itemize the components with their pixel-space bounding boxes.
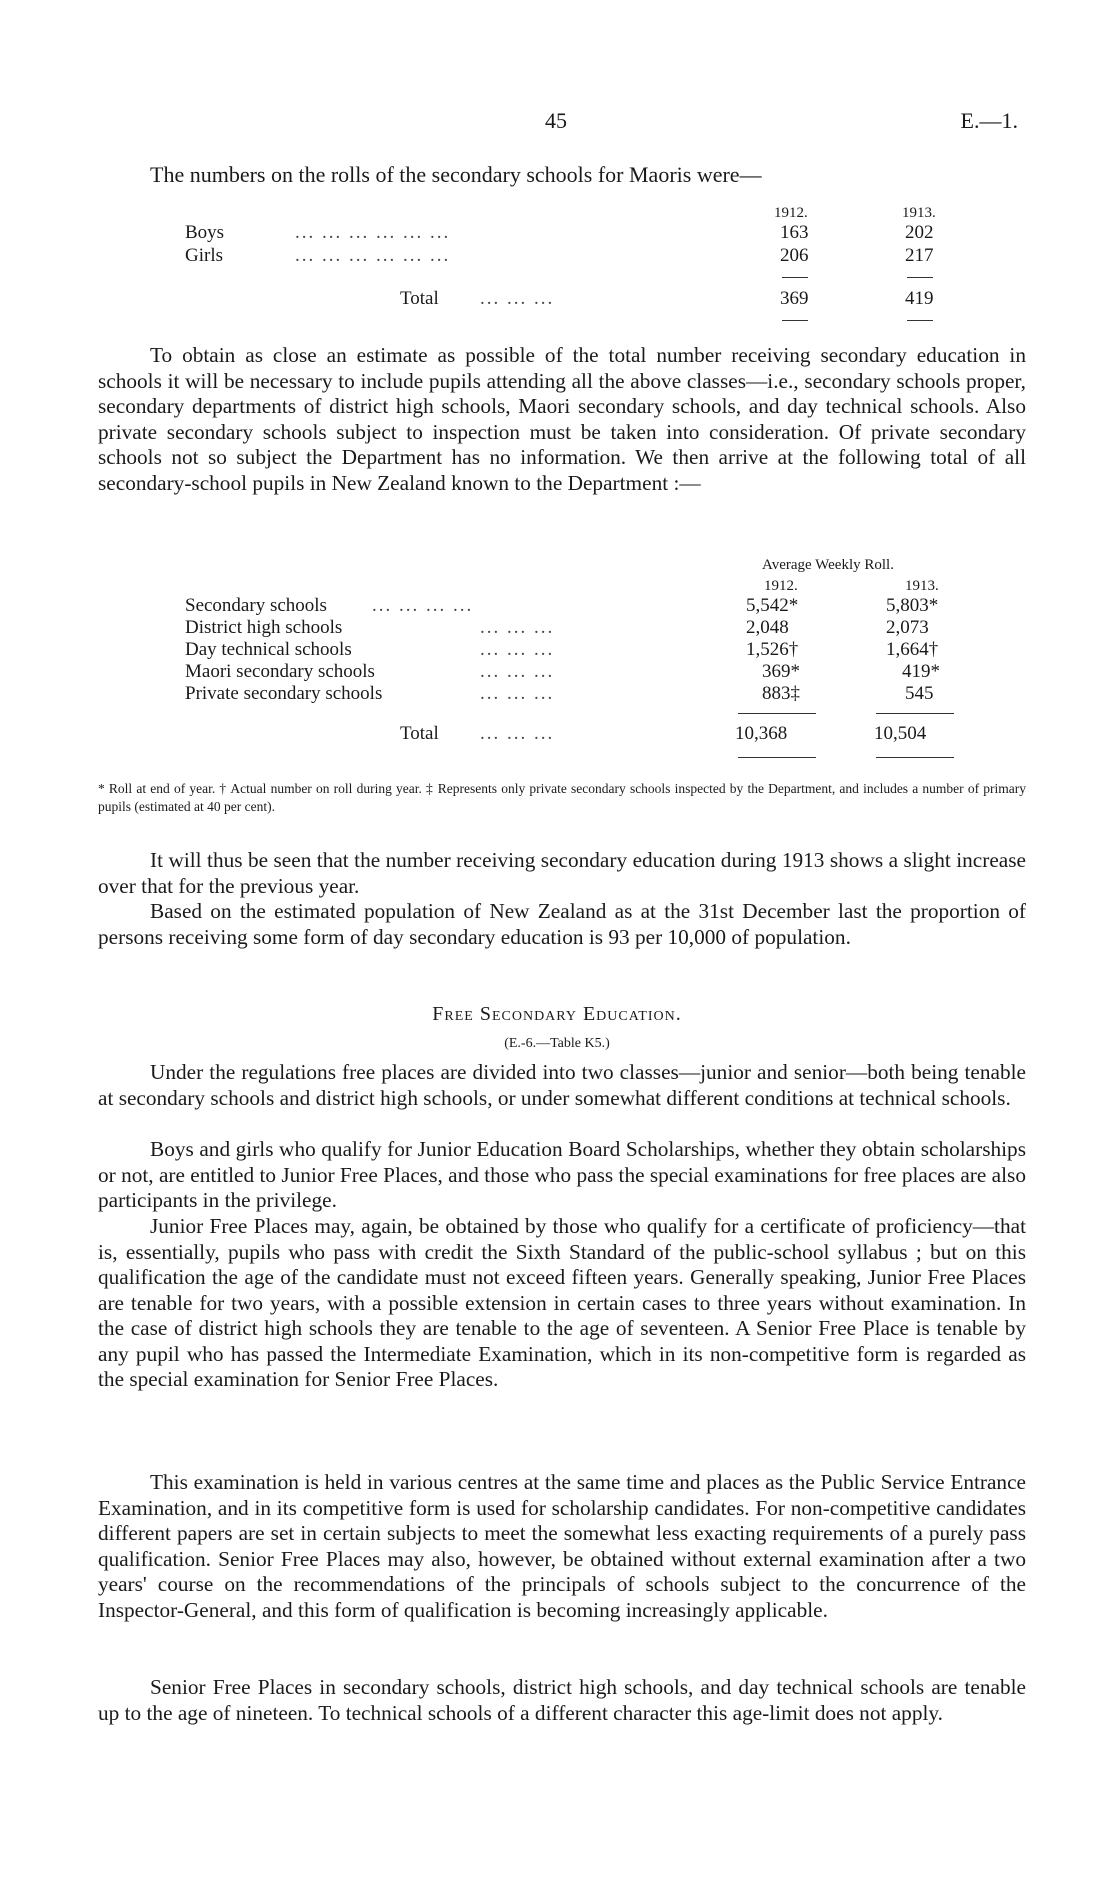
row-leader: ... ... ...	[480, 661, 555, 682]
paragraph-junior-scholarships: Boys and girls who qualify for Junior Education Board Scholarships, whether they obtain scholarships or not, are entitled to Junior Free Places, and those who pass the special examinations for free places are also participants in the privilege.	[98, 1137, 1026, 1212]
day-technical-1912: 1,526†	[746, 639, 799, 660]
table-footnotes: * Roll at end of year. † Actual number on roll during year. ‡ Represents only private secondary schools inspected by the Department, and includes a number of primary pupils (estimated at 40 per cent).	[98, 781, 1026, 814]
district-high-1912: 2,048	[746, 617, 789, 638]
total-label: Total	[400, 723, 439, 744]
section-table-reference: (E.-6.—Table K5.)	[504, 1036, 610, 1051]
day-technical-1913: 1,664†	[886, 639, 939, 660]
paragraph-examination: This examination is held in various centres at the same time and places as the Public Service Entrance Examination, and in its competitive form is used for scholarship candidates. For non-competitive candidates different papers are set in certain subjects to meet the somewhat less exacting requirements of a purely pass qualification. Senior Free Places may also, however, be obtained without external examination after a two years' course on the recommendations of the principals of schools subject to the concurrence of the Inspector-General, and this form of qualification is becoming increasingly applicable.	[98, 1470, 1026, 1622]
total-1913: 419	[905, 288, 934, 309]
year-header-1912: 1912.	[764, 578, 798, 594]
district-high-1913: 2,073	[886, 617, 929, 638]
year-header-1913: 1913.	[905, 578, 939, 594]
private-secondary-1913: 545	[905, 683, 934, 704]
paragraph-proportion: Based on the estimated population of New Zealand as at the 31st December last the proportion of persons receiving some form of day secondary education is 93 per 10,000 of population.	[98, 899, 1026, 949]
total-rule	[876, 757, 954, 758]
maori-secondary-1912: 369*	[762, 661, 800, 682]
boys-1913: 202	[905, 222, 934, 243]
paragraph-estimate: To obtain as close an estimate as possible of the total number receiving secondary education in schools it will be necessary to include pupils attending all the above classes—i.e., secondary schools proper, secondary departments of district high schools, Maori secondary schools, and day technical schools. Also private secondary schools subject to inspection must be taken into consideration. Of private secondary schools not so subject the Department has no information. We then arrive at the following total of all secondary-school pupils in New Zealand known to the Department :—	[98, 343, 1026, 495]
row-label-maori-secondary: Maori secondary schools	[185, 661, 375, 682]
total-rule	[907, 320, 933, 321]
girls-1912: 206	[780, 245, 809, 266]
row-leader-boys: ... ... ... ... ... ...	[295, 222, 451, 243]
private-secondary-1912: 883‡	[762, 683, 800, 704]
sum-rule	[782, 277, 808, 278]
row-label-district-high: District high schools	[185, 617, 343, 638]
sum-rule	[738, 713, 816, 714]
section-heading: Free Secondary Education.	[432, 1003, 682, 1025]
paragraph-age-limit: Senior Free Places in secondary schools, district high schools, and day technical schools are tenable up to the age of nineteen. To technical schools of a different character this age-limit does not apply.	[98, 1675, 1026, 1725]
paragraph-proficiency: Junior Free Places may, again, be obtained by those who qualify for a certificate of proficiency—that is, essentially, pupils who pass with credit the Sixth Standard of the public-school syllabus ; but on this qualification the age of the candidate must not exceed fifteen years. Generally speaking, Junior Free Places are tenable for two years, with a possible extension in certain cases to three years without examination. In the case of district high schools they are tenable to the age of seventeen. A Senior Free Place is tenable by any pupil who has passed the Intermediate Examination, which in its non-competitive form is regarded as the special examination for Senior Free Places.	[98, 1214, 1026, 1391]
year-header-1912: 1912.	[774, 205, 808, 221]
sum-rule	[876, 713, 954, 714]
maori-rolls-intro: The numbers on the rolls of the secondary schools for Maoris were—	[150, 162, 762, 187]
sum-rule	[907, 277, 933, 278]
row-label-boys: Boys	[185, 222, 225, 243]
row-leader: ... ... ... ...	[372, 595, 474, 616]
row-leader-girls: ... ... ... ... ... ...	[295, 245, 451, 266]
secondary-1912: 5,542*	[746, 595, 799, 616]
paragraph-free-places: Under the regulations free places are divided into two classes—junior and senior—both being tenable at secondary schools and district high schools, or under somewhat different conditions at technical schools.	[98, 1060, 1026, 1110]
girls-1913: 217	[905, 245, 934, 266]
total-1912: 369	[780, 288, 809, 309]
year-header-1913: 1913.	[902, 205, 936, 221]
total-1912: 10,368	[735, 723, 788, 744]
total-1913: 10,504	[874, 723, 927, 744]
total-rule	[782, 320, 808, 321]
row-label-girls: Girls	[185, 245, 223, 266]
total-leader: ... ... ...	[480, 723, 555, 744]
page-number: 45	[545, 108, 567, 133]
row-leader: ... ... ...	[480, 683, 555, 704]
row-label-day-technical: Day technical schools	[185, 639, 352, 660]
page-reference: E.—1.	[960, 108, 1018, 133]
row-label-private-secondary: Private secondary schools	[185, 683, 383, 704]
secondary-1913: 5,803*	[886, 595, 939, 616]
row-leader: ... ... ...	[480, 639, 555, 660]
total-leader: ... ... ...	[480, 288, 555, 309]
total-rule	[738, 757, 816, 758]
paragraph-increase: It will thus be seen that the number receiving secondary education during 1913 shows a slight increase over that for the previous year.	[98, 848, 1026, 898]
total-label: Total	[400, 288, 439, 309]
row-label-secondary: Secondary schools	[185, 595, 327, 616]
boys-1912: 163	[780, 222, 809, 243]
maori-secondary-1913: 419*	[902, 661, 940, 682]
row-leader: ... ... ...	[480, 617, 555, 638]
weekly-roll-heading: Average Weekly Roll.	[762, 557, 894, 573]
